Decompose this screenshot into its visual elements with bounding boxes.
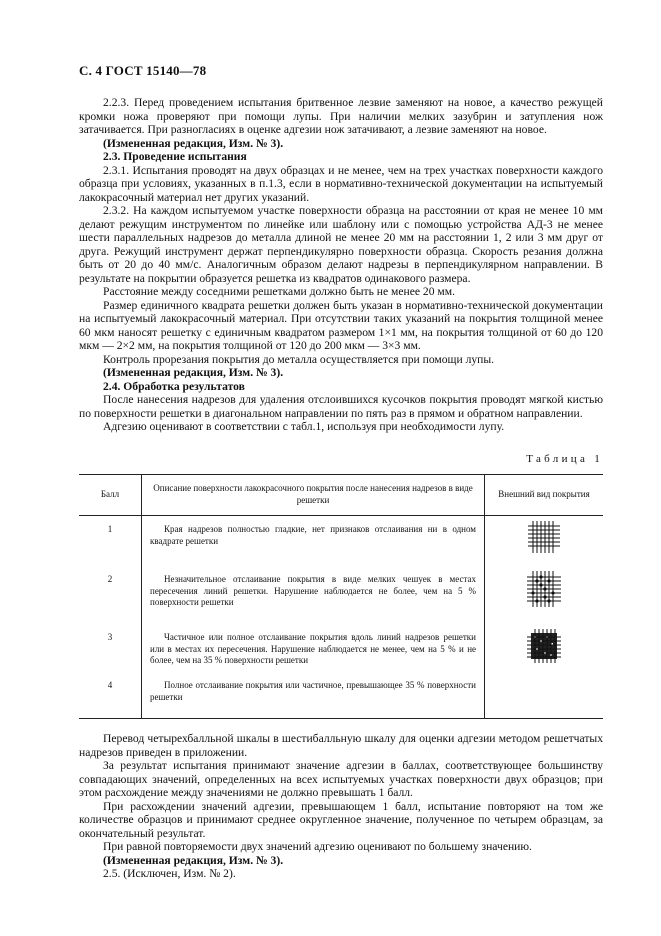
appearance-cell xyxy=(485,624,604,672)
paragraph-2-5: 2.5. (Исключен, Изм. № 2). xyxy=(103,867,236,880)
header-description: Описание поверхности лакокрасочного покрытия после нанесения надрезов в виде решетки xyxy=(142,475,485,516)
description-cell xyxy=(142,566,485,624)
description-cell xyxy=(142,516,485,567)
paragraph-control: Контроль прорезания покрытия до металла осуществляется при помощи лупы. xyxy=(103,352,495,366)
amendment-note: (Измененная редакция, Изм. № 3). xyxy=(103,366,284,379)
paragraph-evaluation: Адгезию оценивают в соответствии с табл.1, используя при необходимости лупу. xyxy=(103,420,505,433)
paragraph-grid-distance: Расстояние между соседними решетками должно быть не менее 20 мм. xyxy=(103,285,456,298)
appearance-cell xyxy=(485,566,604,624)
grid-score-1-image xyxy=(527,520,561,554)
description-text: Края надрезов полностью гладкие, нет признаков отслаивания ни в одном квадрате решетки xyxy=(150,524,476,546)
appearance-cell xyxy=(485,516,604,567)
description-text: Полное отслаивание покрытия или частичное, превышающее 35 % поверхности решетки xyxy=(150,680,476,702)
paragraph-scale-conversion: Перевод четырехбалльной шкалы в шестибалльную шкалу для оценки адгезии методом решетчатых надрезов приведен в приложении. xyxy=(79,732,603,759)
paragraph-equal-repeatability: При равной повторяемости двух значений адгезию оценивают по большему значению. xyxy=(103,840,532,853)
page-header: С. 4 ГОСТ 15140—78 xyxy=(79,63,207,78)
grid-score-3-image xyxy=(526,628,562,664)
score-cell: 1 xyxy=(107,524,113,534)
grid-score-2-image xyxy=(526,570,562,608)
table-row xyxy=(79,624,603,672)
table-caption: Таблица 1 xyxy=(526,452,603,465)
amendment-note: (Измененная редакция, Изм. № 3). xyxy=(103,136,284,150)
paragraph-2-3-2: 2.3.2. На каждом испытуемом участке поверхности образца на расстоянии от края не менее 10 мм делают режущим инструментом по линейке или шаблону или с помощью устройства АД-3 не менее шести параллельных надрезов до металла длиной не менее 20 мм на расстоянии 1, 2 или 3 мм друг от друга. Режущий инструмент держат перпендикулярно поверхности образца. Скорость резания должна быть от 20 до 40 мм/с. Аналогичным образом делают надрезы в перпендикулярном направлении. В результате на покрытии образуется решетка из квадратов одинакового размера. xyxy=(79,204,603,285)
paragraph-brushing: После нанесения надрезов для удаления отслоившихся кусочков покрытия проводят мягкой кистью по поверхности решетки в диагональном направлении по пять раз в прямом и обратном направлении. xyxy=(79,393,603,420)
score-cell: 4 xyxy=(79,672,142,719)
header-appearance: Внешний вид покрытия xyxy=(485,475,604,516)
description-cell xyxy=(142,672,485,719)
table-row xyxy=(79,672,603,719)
score-cell: 3 xyxy=(107,632,113,642)
paragraph-discrepancy: При расхождении значений адгезии, превышающем 1 балл, испытание повторяют на том же количестве образцов и принимают среднее округленное значение, полученное по четырем образцам, за окончательный результат. xyxy=(79,799,603,840)
bottom-section xyxy=(79,732,603,881)
section-heading-2-4: 2.4. Обработка результатов xyxy=(103,379,245,393)
paragraph-grid-size: Размер единичного квадрата решетки должен быть указан в нормативно-технической документации на испытуемый лакокрасочный материал. При отсутствии таких указаний на покрытия толщиной менее 60 мкм наносят решетку с единичным квадратом размером 1×1 мм, на покрытия толщиной от 60 до 120 мкм — 2×2 мм, на покрытия толщиной от 120 до 200 мкм — 3×3 мм. xyxy=(79,298,603,352)
paragraph-result: За результат испытания принимают значение адгезии в баллах, соответствующее большинству совпадающих значений, определенных на всех испытуемых участках поверхности двух образцов; при этом расхождение между значениями не должно превышать 1 балл. xyxy=(79,759,603,799)
amendment-note: (Измененная редакция, Изм. № 3). xyxy=(103,853,284,867)
paragraph-2-3-1: 2.3.1. Испытания проводят на двух образцах и не менее, чем на трех участках поверхности каждого образца при условиях, указанных в п.1.3, если в нормативно-технической документации на испытуемый лакокрасочный материал нет других указаний. xyxy=(79,163,603,204)
table-row xyxy=(79,566,603,624)
header-score: Балл xyxy=(79,475,142,516)
description-cell xyxy=(142,624,485,672)
paragraph-2-2-3: 2.2.3. Перед проведением испытания бритвенное лезвие заменяют на новое, а качество режущей кромки ножа проверяют при помощи лупы. При наличии мелких зазубрин и затупления нож затачивается. При разногласиях в оценке адгезии нож затачивают, а лезвие заменяют на новое. xyxy=(79,96,603,136)
description-text: Незначительное отслаивание покрытия в виде мелких чешуек в местах пересечения линий решетки. Нарушение наблюдается не более, чем на 5 % поверхности решетки xyxy=(150,574,476,607)
adhesion-table xyxy=(79,474,603,719)
score-cell: 2 xyxy=(107,574,113,584)
document-body xyxy=(79,96,603,881)
appearance-cell xyxy=(485,672,604,719)
section-heading-2-3: 2.3. Проведение испытания xyxy=(103,150,247,163)
description-text: Частичное или полное отслаивание покрытия вдоль линий надрезов решетки или в местах их пересечения. Нарушение наблюдается не менее, чем на 5 % и не более, чем на 35 % поверхности решетки xyxy=(150,632,476,665)
table-row xyxy=(79,516,603,567)
table-header-row xyxy=(79,475,603,516)
